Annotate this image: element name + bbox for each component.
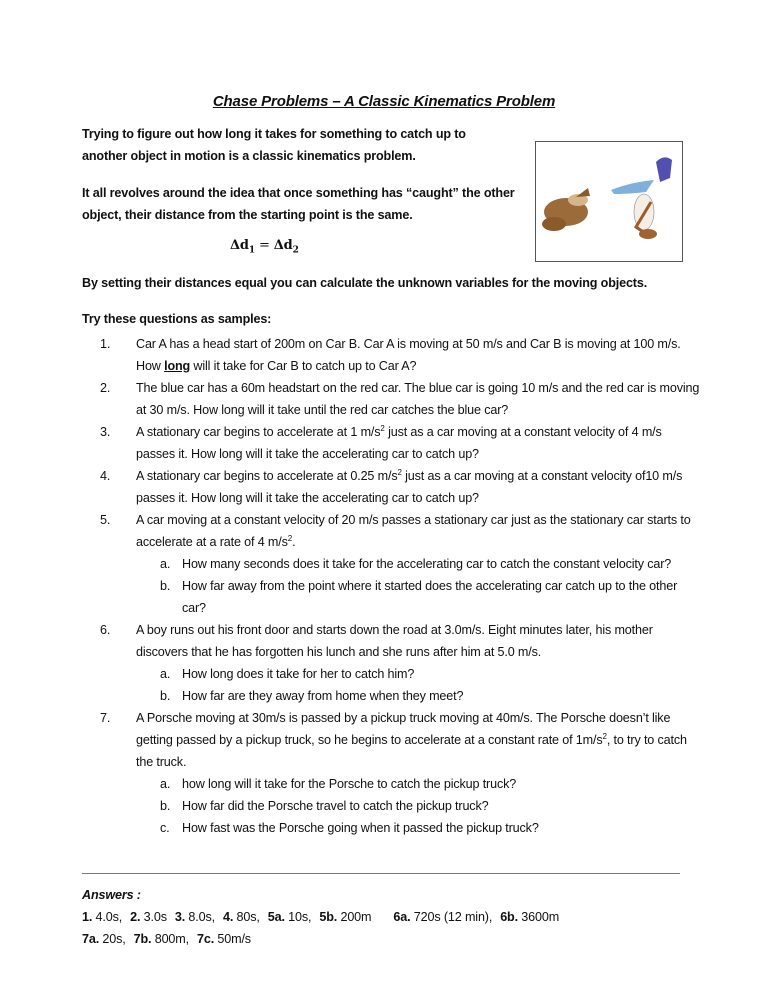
superscript: 2	[380, 423, 385, 433]
answer-key: 6b.	[500, 910, 518, 924]
answer-value: 20s,	[99, 932, 126, 946]
answer-value: 10s,	[284, 910, 312, 924]
question-text: will it take for Car B to catch up to Car A?	[190, 359, 417, 373]
coyote-roadrunner-illustration	[535, 141, 683, 262]
answers-line	[82, 910, 567, 924]
answer-value: 4.0s,	[92, 910, 123, 924]
sub-question-text: how long will it take for the Porsche to catch the pickup truck?	[182, 777, 517, 791]
intro-line: It all revolves around the idea that once something has “caught” the other	[82, 186, 515, 200]
sub-question-text: How far did the Porsche travel to catch the pickup truck?	[182, 799, 489, 813]
sub-question-item	[82, 795, 702, 817]
answer-value: 8.0s,	[185, 910, 215, 924]
question-text: A boy runs out his front door and starts down the road at 3.0m/s. Eight minutes later, his mother discovers that he has forgotten his lunch and she runs after him at 5.0 m/s.	[136, 623, 653, 659]
answer-value: 3600m	[517, 910, 560, 924]
eq-sign: =	[255, 238, 274, 253]
question-text: A stationary car begins to accelerate at 1 m/s	[136, 425, 381, 439]
answer-item	[134, 932, 193, 946]
question-item	[82, 619, 702, 663]
answer-value: 3.0s	[140, 910, 167, 924]
sub-question-item	[82, 773, 702, 795]
sub-question-letter: a.	[160, 667, 171, 681]
answer-key: 5b.	[319, 910, 338, 924]
sub-question-item	[82, 663, 702, 685]
answer-item	[319, 910, 375, 924]
sub-question-text: How many seconds does it take for the accelerating car to catch the constant velocity car?	[182, 557, 672, 571]
question-number: 3.	[100, 425, 111, 439]
question-text: just as a car moving at a constant velocity of10 m/s passes it. How long will it take the accelerating car to catch up?	[136, 469, 683, 505]
answer-item	[175, 910, 219, 924]
question-item	[82, 509, 702, 553]
sub-question-letter: c.	[160, 821, 170, 835]
answer-item	[268, 910, 316, 924]
superscript: 2	[602, 731, 607, 741]
eq-left: Δd	[230, 238, 249, 253]
question-text: A stationary car begins to accelerate at 0.25 m/s	[136, 469, 398, 483]
question-emphasis: long	[164, 359, 191, 373]
question-item	[82, 465, 702, 509]
answer-item	[393, 910, 496, 924]
sub-question-text: How long does it take for her to catch him?	[182, 667, 415, 681]
divider	[82, 873, 680, 874]
question-item	[82, 707, 702, 773]
answer-key: 2.	[130, 910, 141, 924]
sub-question-text: How fast was the Porsche going when it passed the pickup truck?	[182, 821, 539, 835]
question-number: 1.	[100, 337, 111, 351]
sub-question-letter: b.	[160, 799, 171, 813]
eq-right: Δd	[273, 238, 293, 253]
question-text: , to try to catch the truck.	[136, 733, 687, 769]
sub-question-letter: b.	[160, 579, 171, 593]
eq-right-sub: 2	[292, 245, 299, 256]
sub-question-letter: a.	[160, 557, 171, 571]
superscript: 2	[287, 533, 293, 543]
sub-question-item	[82, 817, 702, 839]
samples-heading: Try these questions as samples:	[82, 312, 272, 326]
sub-question-item	[82, 575, 702, 619]
answer-value: 200m	[337, 910, 372, 924]
answer-key: 3.	[174, 910, 186, 924]
question-number: 5.	[100, 513, 111, 527]
sub-question-item	[82, 685, 702, 707]
answer-item	[82, 910, 126, 924]
sub-question-text: How far are they away from home when they meet?	[182, 689, 464, 703]
question-text: A car moving at a constant velocity of 20 m/s passes a stationary car just as the stationary car starts to accelerate at a rate of 4 m/s	[136, 513, 691, 549]
answer-item	[82, 932, 130, 946]
question-item	[82, 377, 702, 421]
equation	[230, 238, 299, 256]
answer-value: 50m/s	[214, 932, 251, 946]
question-number: 6.	[100, 623, 111, 637]
sub-question-letter: b.	[160, 689, 171, 703]
answer-value: 80s,	[233, 910, 260, 924]
intro-line: object, their distance from the starting point is the same.	[82, 208, 413, 222]
question-number: 2.	[100, 381, 111, 395]
question-text: A Porsche moving at 30m/s is passed by a pickup truck moving at 40m/s. The Porsche doesn’t like getting passed by a pickup truck, so he begins to accelerate at a constant rate of 1m/s	[136, 711, 671, 747]
eq-left-sub: 1	[248, 245, 256, 256]
answer-key: 7a.	[82, 932, 100, 946]
sub-question-item	[82, 553, 702, 575]
answer-value: 800m,	[151, 932, 189, 946]
answer-item	[130, 910, 171, 924]
answers-line	[82, 932, 259, 946]
sub-question-letter: a.	[160, 777, 171, 791]
question-list	[82, 333, 702, 839]
answer-key: 7b.	[133, 932, 152, 946]
question-item	[82, 333, 702, 377]
answer-key: 7c.	[196, 932, 215, 946]
sub-question-text: How far away from the point where it started does the accelerating car catch up to the other car?	[182, 579, 678, 615]
answer-key: 4.	[222, 910, 234, 924]
page-title: Chase Problems – A Classic Kinematics Problem	[212, 93, 556, 110]
intro-line: another object in motion is a classic kinematics problem.	[82, 149, 416, 163]
answer-item	[223, 910, 264, 924]
question-number: 7.	[100, 711, 111, 725]
intro-line: Trying to figure out how long it takes for something to catch up to	[82, 127, 466, 141]
answers-heading: Answers :	[82, 888, 141, 902]
question-text: The blue car has a 60m headstart on the red car. The blue car is going 10 m/s and the red car is moving at 30 m/s. How long will it take until the red car catches the blue car?	[136, 381, 700, 417]
question-text: just as a car moving at a constant velocity of 4 m/s passes it. How long will it take the accelerating car to catch up?	[136, 425, 662, 461]
answer-key: 5a.	[267, 910, 285, 924]
answer-key: 1.	[82, 910, 93, 924]
question-item	[82, 421, 702, 465]
answer-item	[197, 932, 255, 946]
question-text: Car A has a head start of 200m on Car B. Car A is moving at 50 m/s and Car B is moving at 100 m/s. How	[136, 337, 681, 373]
question-number: 4.	[100, 469, 111, 483]
superscript: 2	[397, 467, 402, 477]
setting-text: By setting their distances equal you can calculate the unknown variables for the moving objects.	[82, 276, 648, 290]
answer-key: 6a.	[393, 910, 411, 924]
question-text: .	[292, 535, 296, 549]
answer-item	[500, 910, 563, 924]
answer-value: 720s (12 min),	[410, 910, 493, 924]
